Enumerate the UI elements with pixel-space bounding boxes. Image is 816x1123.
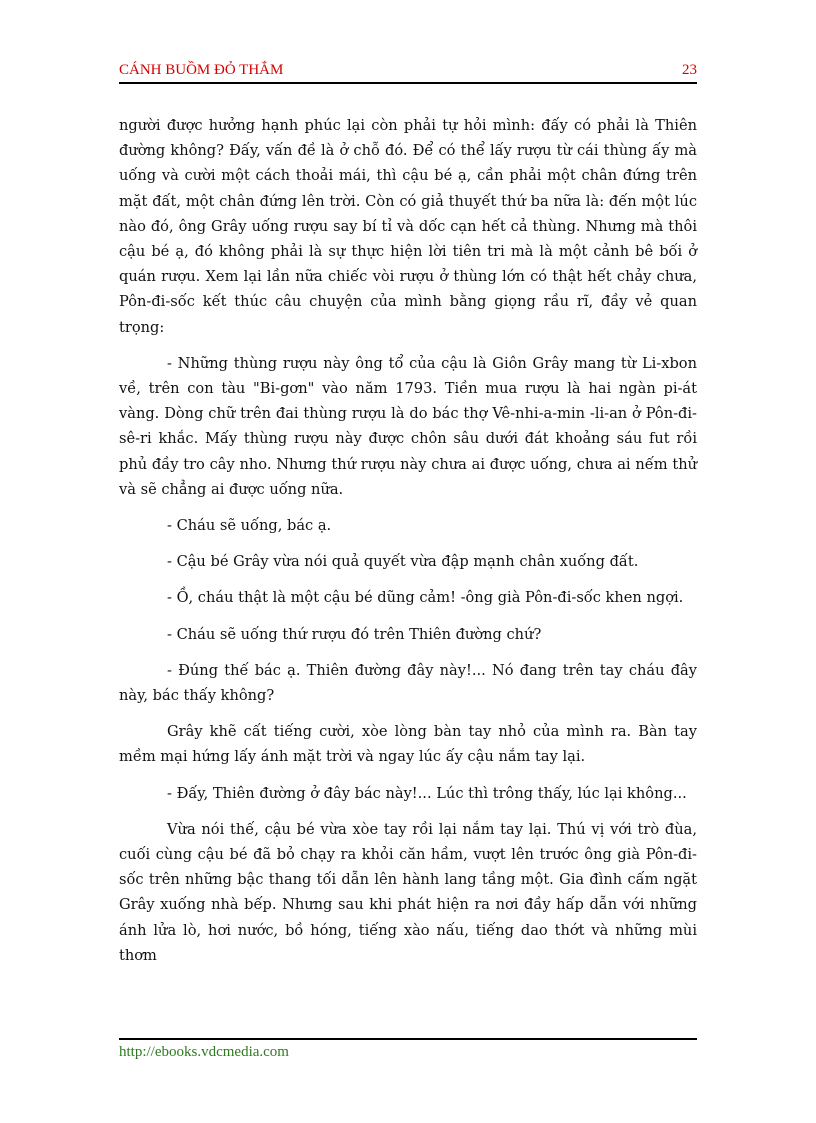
header-divider bbox=[119, 82, 697, 84]
paragraph: - Cậu bé Grây vừa nói quả quyết vừa đập mạnh chân xuống đất. bbox=[167, 553, 639, 571]
paragraph: Vừa nói thế, cậu bé vừa xòe tay rồi lại nắm tay lại. Thú vị với trò đùa, cuối cùng cậu bé đã bỏ chạy ra khỏi căn hầm, vượt lên trước ông già Pôn-đi-sốc trên những bậc thang tối dẫn lên hành lang tầng một. Gia đình cấm ngặt Grây xuống nhà bếp. Nhưng sau khi phát hiện ra nơi đầy hấp dẫn với những ánh lửa lò, hơi nước, bồ hóng, tiếng xào nấu, tiếng dao thớt và những mùi thơm bbox=[119, 820, 697, 964]
paragraph: - Những thùng rượu này ông tổ của cậu là Giôn Grây mang từ Li-xbon về, trên con tàu "Bi-gơn" vào năm 1793. Tiền mua rượu là hai ngàn pi-át vàng. Dòng chữ trên đai thùng rượu là do bác thợ Vê-nhi-a-min -li-an ở Pôn-đi-sê-ri khắc. Mấy thùng rượu này được chôn sâu dưới đát khoảng sáu fut rồi phủ đầy tro cây nho. Nhưng thứ rượu này chưa ai được uống, chưa ai nếm thử và sẽ chẳng ai được uống nữa. bbox=[119, 354, 697, 498]
book-title: CÁNH BUỒM ĐỎ THẮM bbox=[119, 62, 284, 78]
paragraph: người được hưởng hạnh phúc lại còn phải tự hỏi mình: đấy có phải là Thiên đường không? Đấy, vấn đề là ở chỗ đó. Để có thể lấy rượu từ cái thùng ấy mà uống và cười một cách thoải mái, thì cậu bé ạ, cần phải một chân đứng trên mặt đất, một chân đứng lên trời. Còn có giả thuyết thứ ba nữa là: đến một lúc nào đó, ông Grây uống rượu say bí tỉ và dốc cạn hết cả thùng. Nhưng mà thôi cậu bé ạ, đó không phải là sự thực hiện lời tiên tri mà là một cảnh bê bối ở quán rượu. Xem lại lần nữa chiếc vòi rượu ở thùng lớn có thật hết chảy chưa, Pôn-đi-sốc kết thúc câu chuyện của mình bằng giọng rầu rĩ, đầy vẻ quan trọng: bbox=[119, 117, 697, 336]
page-header bbox=[119, 62, 697, 82]
footer-divider bbox=[119, 1038, 697, 1040]
paragraph: Grây khẽ cất tiếng cười, xòe lòng bàn tay nhỏ của mình ra. Bàn tay mềm mại hứng lấy ánh mặt trời và ngay lúc ấy cậu nắm tay lại. bbox=[119, 723, 697, 766]
paragraph: - Ồ, cháu thật là một cậu bé dũng cảm! -ông già Pôn-đi-sốc khen ngợi. bbox=[167, 589, 684, 607]
paragraph: - Đấy, Thiên đường ở đây bác này!... Lúc thì trông thấy, lúc lại không... bbox=[167, 784, 687, 802]
paragraph: - Đúng thế bác ạ. Thiên đường đây này!... Nó đang trên tay cháu đây này, bác thấy không? bbox=[119, 661, 697, 705]
page-number: 23 bbox=[682, 62, 697, 78]
body-text bbox=[119, 113, 697, 979]
paragraph: - Cháu sẽ uống thứ rượu đó trên Thiên đường chứ? bbox=[167, 625, 542, 643]
paragraph: - Cháu sẽ uống, bác ạ. bbox=[167, 517, 332, 535]
footer-url[interactable]: http://ebooks.vdcmedia.com bbox=[119, 1044, 289, 1060]
